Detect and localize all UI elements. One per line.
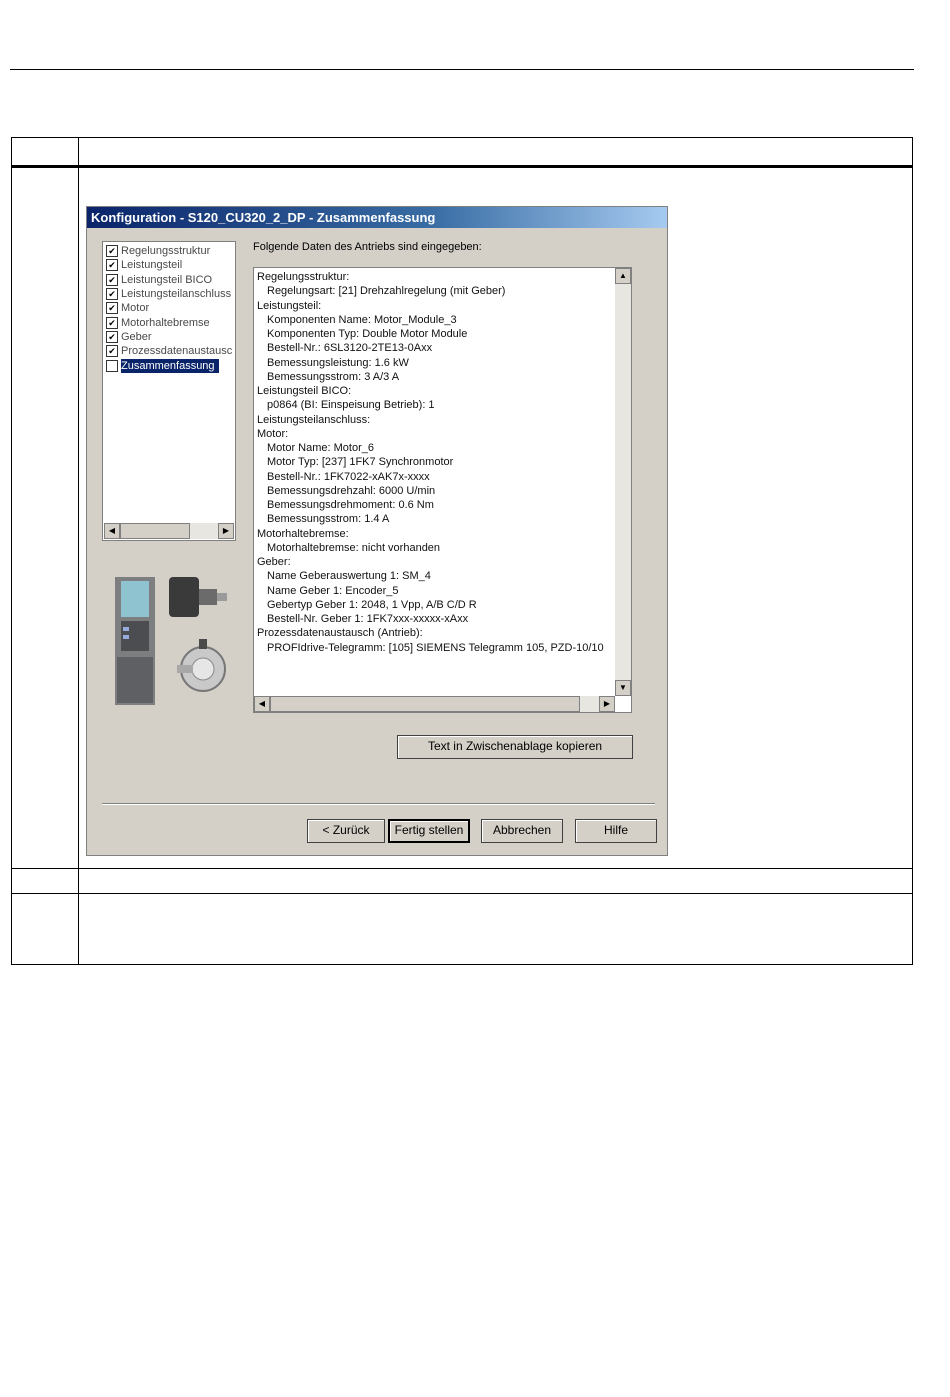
summary-line: PROFIdrive-Telegramm: [105] SIEMENS Telegramm 105, PZD-10/10 — [267, 641, 604, 654]
summary-line: Motor Typ: [237] 1FK7 Synchronmotor — [267, 456, 454, 469]
step-item-regelungsstruktur[interactable] — [105, 244, 235, 258]
header-rule — [10, 69, 914, 70]
summary-line: Bemessungsdrehzahl: 6000 U/min — [267, 484, 436, 497]
summary-line: Bestell-Nr.: 1FK7022-xAK7x-xxxx — [267, 470, 430, 483]
summary-text — [257, 270, 612, 655]
step-item-label: Zusammenfassung — [121, 359, 219, 373]
checkbox-checked-icon[interactable]: ✔ — [106, 331, 118, 343]
table-row — [12, 894, 913, 965]
cancel-button[interactable]: Abbrechen — [481, 819, 563, 843]
summary-line: Motorhaltebremse: — [257, 527, 349, 540]
step-item-zusammenfassung[interactable] — [105, 358, 235, 372]
checkbox-checked-icon[interactable]: ✔ — [106, 274, 118, 286]
summary-line: Bemessungsstrom: 3 A/3 A — [267, 370, 400, 383]
step-item-label: Prozessdatenaustausc — [121, 345, 233, 358]
scroll-left-icon[interactable]: ◀ — [254, 696, 270, 712]
summary-horizontal-scrollbar[interactable] — [254, 696, 615, 712]
summary-textbox[interactable] — [253, 267, 632, 713]
summary-line: Prozessdatenaustausch (Antrieb): — [257, 627, 423, 640]
summary-line: Geber: — [257, 556, 291, 568]
scroll-left-icon[interactable]: ◀ — [104, 523, 120, 539]
back-button[interactable]: < Zurück — [307, 819, 385, 843]
step-item-label: Regelungsstruktur — [121, 245, 211, 258]
step-item-label: Leistungsteil BICO — [121, 273, 213, 286]
summary-line: Gebertyp Geber 1: 2048, 1 Vpp, A/B C/D R — [267, 598, 477, 611]
step-item-motor[interactable] — [105, 301, 235, 315]
summary-line: Motor Name: Motor_6 — [267, 442, 374, 454]
scroll-up-icon[interactable]: ▲ — [615, 268, 631, 284]
button-separator — [102, 803, 655, 805]
copy-to-clipboard-button[interactable]: Text in Zwischenablage kopieren — [397, 735, 633, 759]
scrollbar-thumb[interactable] — [270, 696, 580, 712]
summary-line: Bemessungsstrom: 1.4 A — [267, 513, 390, 526]
checkbox-checked-icon[interactable]: ✔ — [106, 302, 118, 314]
scroll-down-icon[interactable]: ▼ — [615, 680, 631, 696]
summary-line: Regelungsstruktur: — [257, 271, 350, 283]
summary-line: Bemessungsleistung: 1.6 kW — [267, 356, 409, 369]
step-item-leistungsteil bico[interactable] — [105, 273, 235, 287]
summary-line: Leistungsteil: — [257, 299, 322, 312]
scrollbar-thumb[interactable] — [120, 523, 190, 539]
step-item-motorhaltebremse[interactable] — [105, 315, 235, 329]
checkbox-checked-icon[interactable]: ✔ — [106, 288, 118, 300]
step-item-prozessdatenaustausc[interactable] — [105, 344, 235, 358]
summary-line: Leistungsteil BICO: — [257, 385, 352, 397]
step-item-label: Geber — [121, 330, 152, 343]
table-row — [12, 869, 913, 894]
summary-line: Leistungsteilanschluss: — [257, 413, 371, 426]
summary-line: Bemessungsdrehmoment: 0.6 Nm — [267, 499, 434, 511]
summary-line: Motorhaltebremse: nicht vorhanden — [267, 541, 441, 554]
scroll-right-icon[interactable]: ▶ — [599, 696, 615, 712]
drive-hardware-image — [111, 571, 231, 711]
scroll-right-icon[interactable]: ▶ — [218, 523, 234, 539]
finish-button[interactable]: Fertig stellen — [388, 819, 470, 843]
step-item-geber[interactable] — [105, 330, 235, 344]
summary-line: Komponenten Name: Motor_Module_3 — [267, 313, 457, 326]
checkbox-checked-icon[interactable]: ✔ — [106, 345, 118, 357]
step-item-leistungsteilanschluss[interactable] — [105, 287, 235, 301]
step-item-label: Leistungsteil — [121, 259, 183, 272]
summary-line: Regelungsart: [21] Drehzahlregelung (mit Geber) — [267, 285, 506, 298]
step-list — [105, 244, 235, 373]
nav-horizontal-scrollbar[interactable] — [104, 523, 234, 539]
summary-line: p0864 (BI: Einspeisung Betrieb): 1 — [267, 399, 435, 412]
dialog-title: Konfiguration - S120_CU320_2_DP - Zusammenfassung — [87, 207, 667, 228]
help-button[interactable]: Hilfe — [575, 819, 657, 843]
checkbox-unchecked-icon[interactable] — [106, 360, 118, 372]
summary-line: Bestell-Nr.: 6SL3120-2TE13-0Axx — [267, 342, 433, 355]
summary-line: Bestell-Nr. Geber 1: 1FK7xxx-xxxxx-xAxx — [267, 613, 469, 625]
configuration-dialog — [86, 206, 668, 856]
step-item-leistungsteil[interactable] — [105, 258, 235, 272]
step-navigation-list[interactable] — [102, 241, 236, 541]
summary-line: Name Geber 1: Encoder_5 — [267, 584, 399, 597]
checkbox-checked-icon[interactable]: ✔ — [106, 245, 118, 257]
step-item-label: Motor — [121, 302, 150, 315]
intro-label: Folgende Daten des Antriebs sind eingegeben: — [253, 241, 482, 253]
step-item-label: Motorhaltebremse — [121, 316, 210, 329]
checkbox-checked-icon[interactable]: ✔ — [106, 317, 118, 329]
table-header-row — [12, 138, 913, 167]
step-item-label: Leistungsteilanschluss — [121, 288, 232, 301]
summary-line: Name Geberauswertung 1: SM_4 — [267, 570, 431, 583]
summary-line: Motor: — [257, 427, 289, 440]
summary-line: Komponenten Typ: Double Motor Module — [267, 328, 468, 340]
checkbox-checked-icon[interactable]: ✔ — [106, 259, 118, 271]
summary-vertical-scrollbar[interactable] — [615, 268, 631, 696]
